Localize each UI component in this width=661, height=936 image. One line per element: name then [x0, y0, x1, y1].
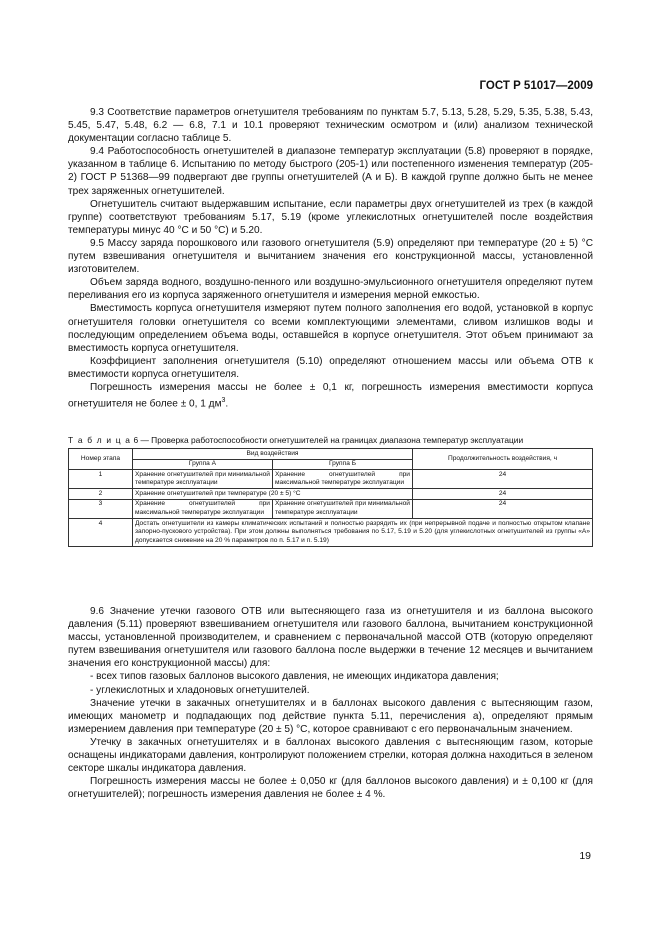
header-duration: Продолжительность воздействия, ч [413, 449, 593, 470]
cell-duration: 24 [413, 489, 593, 500]
table-6 [68, 448, 593, 547]
cell-stage: 4 [69, 519, 133, 547]
list-item: - всех типов газовых баллонов высокого давления, не имеющих индикатора давления; [90, 671, 499, 683]
cell-duration: 24 [413, 470, 593, 489]
cell-merged: Хранение огнетушителей при температуре (20 ± 5) °С [133, 489, 413, 500]
paragraph: Значение утечки в закачных огнетушителях и в баллонах высокого давления с вытесняющим газом, имеющих манометр и подпадающих под действие пункта 5.11, перечисления а), определяют прямым измерением давления при температуре (20 ± 5) °С, которое сравнивают с его первоначальным значением. [68, 697, 593, 735]
cell-stage: 3 [69, 499, 133, 518]
body-text-bottom [68, 605, 593, 801]
paragraph: Коэффициент заполнения огнетушителя (5.10) определяют отношением массы или объема ОТВ к вместимости корпуса огнетушителя. [68, 355, 593, 380]
cell-group-b: Хранение огнетушителей при минимальной температуре эксплуатации [273, 499, 413, 518]
header-stage: Номер этапа [69, 449, 133, 470]
table-row [69, 519, 593, 547]
table-header-row [69, 449, 593, 460]
cell-stage: 1 [69, 470, 133, 489]
header-group-b: Группа Б [273, 459, 413, 470]
table-row [69, 499, 593, 518]
paragraph: Объем заряда водного, воздушно-пенного или воздушно-эмульсионного огнетушителя определяют путем переливания его из корпуса заряженного огнетушителя и измерения мерной емкостью. [68, 277, 593, 302]
header-group-a: Группа А [133, 459, 273, 470]
document-code-header: ГОСТ Р 51017—2009 [479, 80, 593, 92]
paragraph: Вместимость корпуса огнетушителя измеряют путем полного заполнения его водой, установкой в корпус огнетушителя головки огнетушителя со всеми комплектующими элементами, сливом излишков воды и последующим определением объема воды, оставшейся в корпусе огнетушителя. Этот объем принимают за вместимость корпуса огнетушителя. [68, 303, 593, 354]
paragraph: Погрешность измерения массы не более ± 0,050 кг (для баллонов высокого давления) и ± 0,100 кг (для огнетушителей); погрешность измерения давления не более ± 4 %. [68, 776, 593, 801]
body-text-top [68, 106, 593, 411]
precision-end: . [225, 398, 229, 410]
paragraph: 9.4 Работоспособность огнетушителей в диапазоне температур эксплуатации (5.8) проверяют в порядке, указанном в таблице 6. Испытанию по методу быстрого (205-1) или постепенного изменения температур (205-2) ГОСТ Р 51368—99 подвергают две группы огнетушителей (А и Б). В каждой группе должно быть не менее трех заряженных огнетушителей. [68, 146, 593, 197]
cell-group-a: Хранение огнетушителей при максимальной температуре эксплуатации [133, 499, 273, 518]
paragraph: 9.5 Массу заряда порошкового или газового огнетушителя (5.9) определяют при температуре (20 ± 5) °С путем взвешивания огнетушителя и вычитанием значения его конструкционной массы, установленной изготовителем. [68, 237, 593, 276]
table-caption-prefix: Т а б л и ц а [68, 435, 132, 445]
list-item: - углекислотных и хладоновых огнетушителей. [90, 684, 310, 696]
cell-group-a: Хранение огнетушителей при минимальной температуре эксплуатации [133, 470, 273, 489]
table-caption-text: 6 — Проверка работоспособности огнетушителей на границах диапазона температур эксплуатации [133, 435, 524, 445]
page-number: 19 [579, 850, 591, 862]
cell-stage: 2 [69, 489, 133, 500]
cell-merged: Достать огнетушители из камеры климатических испытаний и полностью разрядить их (при непрерывной подаче и полностью открытом клапане запорно-пускового устройства). При этом должны выполняться требования по 5.17, 5.19 и 5.20 (для углекислотных огнетушителей из группы «А» допускается снижение на 20 % параметров по п. 5.17 и п. 5.19) [133, 519, 593, 547]
precision-text: Погрешность измерения массы не более ± 0,1 кг, погрешность измерения вместимости корпуса огнетушителя не более ± 0, 1 дм [68, 381, 593, 410]
paragraph: Утечку в закачных огнетушителях и в баллонах высокого давления с вытесняющим газом, которые оснащены индикаторами давления, контролируют положением стрелки, которая должна находиться в зеленом секторе шкалы индикатора давления. [68, 736, 593, 775]
table-row [69, 470, 593, 489]
superscript: 3 [221, 397, 226, 405]
paragraph: 9.3 Соответствие параметров огнетушителя требованиям по пунктам 5.7, 5.13, 5.28, 5.29, 5.35, 5.38, 5.43, 5.45, 5.47, 5.48, 6.2 — 6.8, 7.1 и 10.1 проверяют техническим осмотром и (или) анализом технической документации согласно таблице 5. [68, 107, 593, 145]
paragraph: Огнетушитель считают выдержавшим испытание, если параметры двух огнетушителей из трех (в каждой группе) соответствуют требованиям 5.17, 5.19 (кроме углекислотных огнетушителей после воздействия температуры минус 40 °С и 50 °С) и 5.20. [68, 198, 593, 236]
cell-group-b: Хранение огнетушителей при максимальной температуре эксплуатации [273, 470, 413, 489]
header-impact: Вид воздействия [133, 449, 413, 460]
table-row [69, 489, 593, 500]
table-caption [68, 435, 593, 446]
paragraph-precision [68, 381, 593, 411]
cell-duration: 24 [413, 499, 593, 518]
paragraph: 9.6 Значение утечки газового ОТВ или вытесняющего газа из огнетушителя и из баллона высокого давления (5.11) проверяют взвешиванием огнетушителя или газового баллона, вычитанием конструкционной массы, установленной производителем, и сравнением с первоначальной массой ОТВ (которую определяют путем взвешивания огнетушителя или газового баллона после выдержки в течение 12 месяцев и вычитанием значения его конструкционной массы) для: [68, 606, 593, 670]
